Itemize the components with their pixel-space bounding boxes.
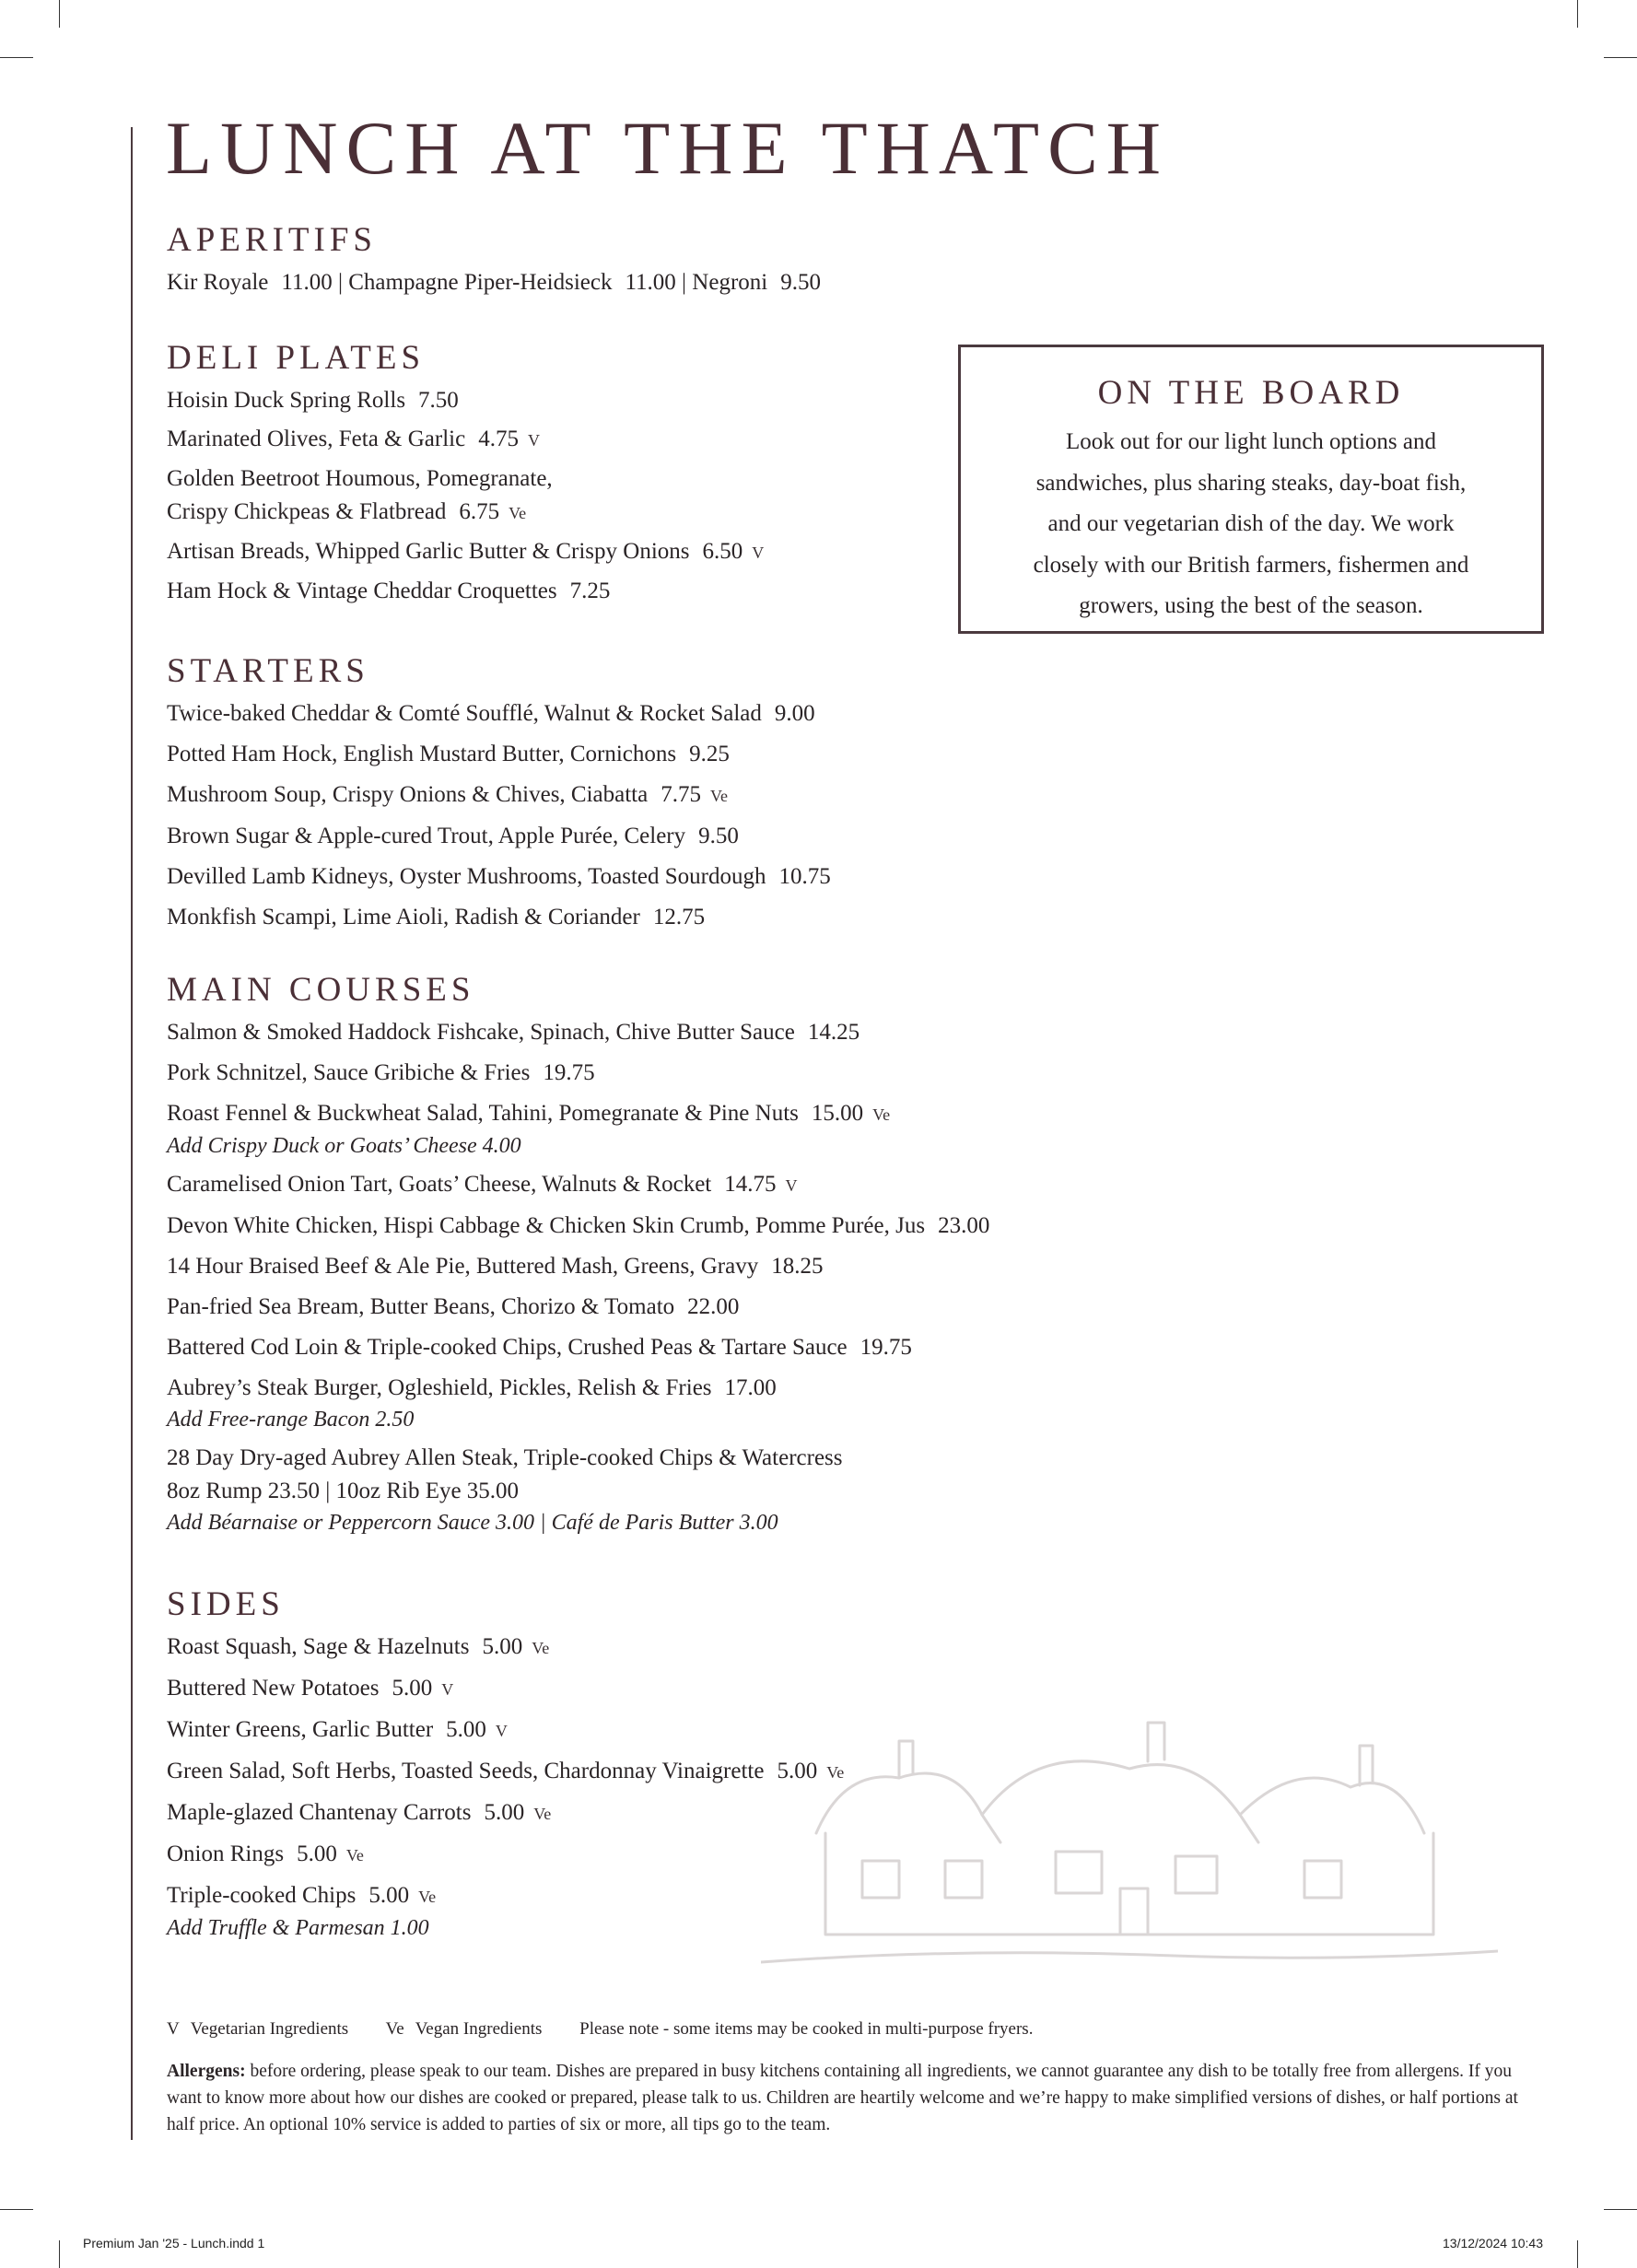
starters-heading: STARTERS [167, 652, 369, 690]
main-courses-heading: MAIN COURSES [167, 971, 475, 1009]
crop-mark [59, 0, 60, 28]
item-name: Hoisin Duck Spring Rolls [167, 387, 406, 413]
menu-item [167, 1879, 844, 1943]
sides-heading: SIDES [167, 1585, 285, 1623]
on-the-board-text [983, 422, 1519, 627]
crop-mark [1604, 2209, 1637, 2210]
menu-item [167, 1796, 844, 1830]
board-line: Look out for our light lunch options and [1065, 429, 1437, 454]
item-price: 19.75 [543, 1059, 595, 1085]
item-name: Monkfish Scampi, Lime Aioli, Radish & Coriander [167, 904, 640, 929]
item-price: 5.00 [484, 1799, 525, 1825]
menu-item [167, 778, 831, 813]
item-name: Marinated Olives, Feta & Garlic [167, 426, 466, 451]
starters-list [167, 697, 831, 934]
sides-section [167, 1587, 844, 1950]
menu-item [167, 1097, 989, 1161]
item-name: Roast Squash, Sage & Hazelnuts [167, 1633, 470, 1659]
item-price: 14.75 [724, 1171, 777, 1197]
diet-tag: V [527, 430, 540, 450]
menu-item [167, 1016, 989, 1049]
aperitif-price: 11.00 [281, 269, 333, 295]
board-line: sandwiches, plus sharing steaks, day-boat fish, [1035, 470, 1467, 496]
menu-item [167, 575, 764, 608]
main-courses-list [167, 1016, 989, 1537]
main-courses-section [167, 973, 989, 1545]
diet-tag: Ve [709, 786, 728, 805]
item-name: Caramelised Onion Tart, Goats’ Cheese, Walnuts & Rocket [167, 1171, 712, 1197]
deli-plates-section [167, 341, 764, 614]
menu-item [167, 1210, 989, 1243]
item-price: 5.00 [446, 1716, 486, 1742]
item-cuts: 8oz Rump 23.50 | 10oz Rib Eye 35.00 [167, 1478, 520, 1503]
aperitifs-line [167, 266, 821, 299]
board-line: closely with our British farmers, fishermen and [1033, 552, 1469, 578]
item-addon: Add Truffle & Parmesan 1.00 [167, 1915, 429, 1940]
item-price: 15.00 [811, 1100, 864, 1126]
aperitifs-section [167, 223, 821, 299]
item-price: 5.00 [368, 1882, 410, 1908]
item-price: 19.75 [859, 1334, 912, 1360]
item-name: Pork Schnitzel, Sauce Gribiche & Fries [167, 1059, 531, 1085]
item-price: 22.00 [687, 1293, 740, 1319]
aperitif-name: Negroni [692, 269, 768, 295]
item-name: Artisan Breads, Whipped Garlic Butter & Crispy Onions [167, 538, 690, 564]
menu-item [167, 1713, 844, 1748]
item-name: Maple-glazed Chantenay Carrots [167, 1799, 472, 1825]
legend-v-code: V [167, 2019, 180, 2039]
menu-item [167, 1372, 989, 1434]
item-name: Brown Sugar & Apple-cured Trout, Apple Purée, Celery [167, 823, 686, 848]
menu-item [167, 1442, 989, 1537]
menu-item [167, 1057, 989, 1090]
diet-tag: Ve [532, 1638, 550, 1657]
menu-item [167, 697, 831, 731]
menu-item [167, 423, 764, 457]
board-line: growers, using the best of the season. [1079, 593, 1423, 618]
legend-ve-label: Vegan Ingredients [415, 2019, 543, 2039]
diet-tag: V [441, 1679, 454, 1699]
item-name: Battered Cod Loin & Triple-cooked Chips, Crushed Peas & Tartare Sauce [167, 1334, 848, 1360]
board-line: and our vegetarian dish of the day. We work [1047, 511, 1455, 536]
crop-mark [1604, 57, 1637, 58]
dietary-legend [167, 2019, 1066, 2040]
starters-section [167, 654, 831, 941]
fryer-note: Please note - some items may be cooked in multi-purpose fryers. [579, 2019, 1034, 2039]
item-price: 10.75 [778, 863, 831, 889]
item-name: Salmon & Smoked Haddock Fishcake, Spinach, Chive Butter Sauce [167, 1019, 795, 1045]
diet-tag: Ve [418, 1887, 437, 1906]
diet-tag: V [752, 543, 765, 562]
item-price: 9.25 [689, 741, 730, 766]
item-price: 6.75 [459, 498, 500, 524]
menu-item [167, 1838, 844, 1872]
item-name-line2: Crispy Chickpeas & Flatbread [167, 498, 447, 524]
crop-mark [0, 2209, 33, 2210]
allergens-label: Allergens: [167, 2062, 246, 2081]
menu-item [167, 1291, 989, 1324]
legend-ve-code: Ve [385, 2019, 404, 2039]
item-addon: Add Crispy Duck or Goats’ Cheese 4.00 [167, 1133, 521, 1158]
item-name: Onion Rings [167, 1841, 285, 1866]
crop-mark [1577, 0, 1578, 28]
sides-list [167, 1631, 844, 1943]
crop-mark [1577, 2240, 1578, 2268]
item-price: 23.00 [938, 1212, 990, 1238]
item-price: 5.00 [297, 1841, 337, 1866]
print-slug-date: 13/12/2024 10:43 [1443, 2236, 1543, 2250]
item-price: 9.50 [698, 823, 739, 848]
aperitif-name: Champagne Piper-Heidsieck [348, 269, 613, 295]
item-addon: Add Béarnaise or Peppercorn Sauce 3.00 | Café de Paris Butter 3.00 [167, 1510, 778, 1535]
legend-v-label: Vegetarian Ingredients [190, 2019, 349, 2039]
item-name: Triple-cooked Chips [167, 1882, 357, 1908]
item-price: 7.50 [418, 387, 459, 413]
item-price: 7.25 [569, 578, 611, 603]
thatched-cottage-illustration [761, 1704, 1498, 1981]
menu-item [167, 1631, 844, 1665]
menu-item [167, 860, 831, 894]
diet-tag: V [785, 1175, 798, 1195]
menu-item [167, 820, 831, 853]
menu-item [167, 1168, 989, 1202]
item-name: 14 Hour Braised Beef & Ale Pie, Buttered Mash, Greens, Gravy [167, 1253, 759, 1279]
item-price: 5.00 [777, 1758, 818, 1783]
menu-item [167, 384, 764, 417]
aperitifs-heading: APERITIFS [167, 221, 377, 259]
crop-mark [59, 2240, 60, 2268]
allergens-notice [167, 2058, 1521, 2138]
separator: | [682, 269, 687, 295]
menu-item [167, 535, 764, 569]
item-price: 9.00 [774, 700, 815, 726]
menu-item [167, 462, 764, 530]
item-addon: Add Free-range Bacon 2.50 [167, 1407, 415, 1432]
item-price: 18.25 [771, 1253, 824, 1279]
diet-tag: Ve [345, 1845, 364, 1865]
item-price: 14.25 [807, 1019, 860, 1045]
item-price: 7.75 [661, 781, 701, 807]
item-price: 5.00 [482, 1633, 523, 1659]
on-the-board-heading: ON THE BOARD [1097, 374, 1405, 412]
item-price: 5.00 [392, 1675, 433, 1701]
menu-item [167, 1755, 844, 1789]
item-name: Aubrey’s Steak Burger, Ogleshield, Pickles, Relish & Fries [167, 1374, 712, 1400]
item-name: Pan-fried Sea Bream, Butter Beans, Chorizo & Tomato [167, 1293, 675, 1319]
item-price: 12.75 [652, 904, 706, 929]
allergens-text: before ordering, please speak to our team. Dishes are prepared in busy kitchens containing all ingredients, we cannot guarantee any dish to be totally free from allergens. If you want to know more about how our dishes are cooked or prepared, please talk to us. Children are heartily welcome and we’re happy to make simplified versions of dishes, or half portions at half price. An optional 10% service is added to parties of six or more, all tips go to the team. [167, 2062, 1518, 2134]
item-name: Buttered New Potatoes [167, 1675, 380, 1701]
menu-item [167, 1331, 989, 1364]
menu-item [167, 1250, 989, 1283]
aperitif-price: 9.50 [780, 269, 821, 295]
item-price: 4.75 [478, 426, 519, 451]
on-the-board-box [958, 345, 1544, 634]
deli-plates-list [167, 384, 764, 608]
print-slug-file: Premium Jan '25 - Lunch.indd 1 [83, 2236, 265, 2250]
page-title: LUNCH AT THE THATCH [166, 106, 1170, 190]
item-price: 6.50 [702, 538, 743, 564]
left-vertical-rule [131, 127, 133, 2140]
menu-item [167, 1672, 844, 1706]
item-name: 28 Day Dry-aged Aubrey Allen Steak, Triple-cooked Chips & Watercress [167, 1444, 843, 1470]
item-name: Mushroom Soup, Crispy Onions & Chives, Ciabatta [167, 781, 649, 807]
crop-mark [0, 57, 33, 58]
item-name: Roast Fennel & Buckwheat Salad, Tahini, Pomegranate & Pine Nuts [167, 1100, 799, 1126]
aperitif-price: 11.00 [625, 269, 676, 295]
item-name: Devilled Lamb Kidneys, Oyster Mushrooms, Toasted Sourdough [167, 863, 766, 889]
diet-tag: Ve [533, 1804, 552, 1823]
aperitif-name: Kir Royale [167, 269, 269, 295]
deli-plates-heading: DELI PLATES [167, 339, 426, 377]
separator: | [337, 269, 343, 295]
item-name: Golden Beetroot Houmous, Pomegranate, [167, 465, 553, 491]
diet-tag: Ve [872, 1105, 891, 1124]
item-name: Green Salad, Soft Herbs, Toasted Seeds, Chardonnay Vinaigrette [167, 1758, 765, 1783]
diet-tag: Ve [826, 1762, 845, 1782]
item-name: Devon White Chicken, Hispi Cabbage & Chicken Skin Crumb, Pomme Purée, Jus [167, 1212, 926, 1238]
item-price: 17.00 [724, 1374, 777, 1400]
item-name: Twice-baked Cheddar & Comté Soufflé, Walnut & Rocket Salad [167, 700, 762, 726]
item-name: Potted Ham Hock, English Mustard Butter, Cornichons [167, 741, 677, 766]
item-name: Ham Hock & Vintage Cheddar Croquettes [167, 578, 557, 603]
menu-item [167, 738, 831, 771]
diet-tag: Ve [509, 503, 527, 522]
menu-item [167, 901, 831, 934]
item-name: Winter Greens, Garlic Butter [167, 1716, 434, 1742]
diet-tag: V [495, 1721, 508, 1740]
